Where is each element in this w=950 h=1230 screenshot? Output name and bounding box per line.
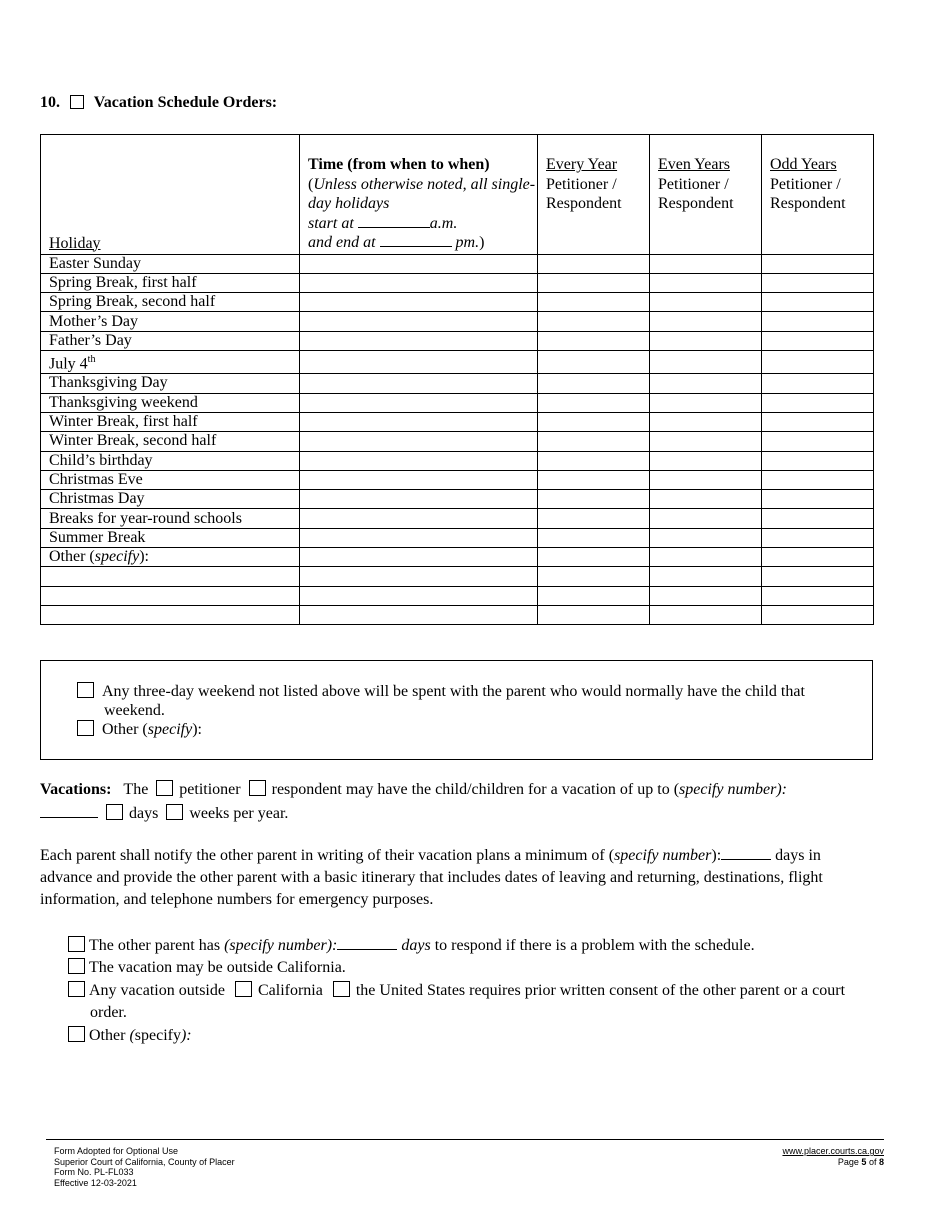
section-number: 10. <box>40 94 60 111</box>
holiday-cell: Father’s Day <box>41 331 300 350</box>
table-row <box>41 331 874 350</box>
notify-days-blank[interactable] <box>721 845 771 860</box>
three-day-checkbox[interactable] <box>77 682 94 698</box>
holiday-cell: Spring Break, second half <box>41 293 300 312</box>
notify-line-2: advance and provide the other parent with a basic itinerary that includes dates of leaving and returning, destinations, flight <box>40 869 823 886</box>
holiday-cell: Thanksgiving Day <box>41 374 300 393</box>
every-year-cell[interactable] <box>538 470 650 489</box>
section-title: Vacation Schedule Orders: <box>93 94 278 111</box>
even-years-cell[interactable] <box>650 567 762 586</box>
every-year-cell[interactable] <box>538 350 650 373</box>
table-row <box>41 412 874 431</box>
time-cell[interactable] <box>300 393 538 412</box>
table-header-row <box>41 135 874 255</box>
time-cell[interactable] <box>300 293 538 312</box>
time-cell[interactable] <box>300 412 538 431</box>
footer-page-info <box>782 1146 884 1167</box>
odd-years-cell[interactable] <box>762 470 874 489</box>
odd-years-cell[interactable] <box>762 547 874 566</box>
vacation-respondent-checkbox[interactable] <box>249 780 266 796</box>
outside-ca-option: The vacation may be outside California. <box>68 958 346 977</box>
respond-checkbox[interactable] <box>68 936 85 952</box>
table-row <box>41 528 874 547</box>
table-row <box>41 293 874 312</box>
every-year-cell[interactable] <box>538 312 650 331</box>
even-years-cell[interactable] <box>650 331 762 350</box>
time-cell[interactable] <box>300 312 538 331</box>
end-time-blank[interactable] <box>380 234 452 247</box>
time-cell[interactable] <box>300 567 538 586</box>
table-row <box>41 254 874 273</box>
every-year-cell[interactable] <box>538 509 650 528</box>
any-vacation-option: Any vacation outside California the United States requires prior written consent of the other parent or a court <box>68 981 845 1000</box>
every-year-cell[interactable] <box>538 273 650 292</box>
odd-years-cell[interactable] <box>762 331 874 350</box>
every-year-cell[interactable] <box>538 432 650 451</box>
table-row <box>41 547 874 566</box>
page-number: Page 5 of 8 <box>837 1156 884 1167</box>
holiday-cell: Summer Break <box>41 528 300 547</box>
even-years-cell[interactable] <box>650 374 762 393</box>
table-row <box>41 605 874 624</box>
every-year-cell[interactable] <box>538 331 650 350</box>
footer-form-info: Form Adopted for Optional Use Superior Court of California, County of Placer Form No. PL-FL033 Effective 12-03-2021 <box>54 1146 235 1188</box>
any-vacation-cont: order. <box>90 1004 127 1021</box>
time-cell[interactable] <box>300 490 538 509</box>
box-other-checkbox[interactable] <box>77 720 94 736</box>
time-cell[interactable] <box>300 350 538 373</box>
every-year-cell[interactable] <box>538 451 650 470</box>
time-cell[interactable] <box>300 374 538 393</box>
holiday-cell: Easter Sunday <box>41 254 300 273</box>
weeks-checkbox[interactable] <box>166 804 183 820</box>
odd-years-cell[interactable] <box>762 586 874 605</box>
table-row <box>41 374 874 393</box>
california-checkbox[interactable] <box>235 981 252 997</box>
table-row <box>41 273 874 292</box>
box-other-option: Other (specify): <box>77 720 202 739</box>
time-cell[interactable] <box>300 432 538 451</box>
options-other: Other (specify): <box>68 1026 192 1045</box>
table-row <box>41 451 874 470</box>
start-time-blank[interactable] <box>358 215 430 228</box>
footer-website-link[interactable]: www.placer.courts.ca.gov <box>782 1146 884 1156</box>
vacation-length-line: days weeks per year. <box>40 803 288 823</box>
table-row <box>41 432 874 451</box>
every-year-cell[interactable] <box>538 293 650 312</box>
odd-years-cell[interactable] <box>762 490 874 509</box>
vacation-petitioner-checkbox[interactable] <box>156 780 173 796</box>
odd-years-cell[interactable] <box>762 254 874 273</box>
vacation-length-blank[interactable] <box>40 803 98 818</box>
respond-days-blank[interactable] <box>337 935 397 950</box>
notify-line-3: information, and telephone numbers for emergency purposes. <box>40 891 434 908</box>
odd-years-cell[interactable] <box>762 412 874 431</box>
odd-years-cell[interactable] <box>762 393 874 412</box>
notify-line-1: Each parent shall notify the other parent in writing of their vacation plans a minimum of (specify number): days in <box>40 847 821 864</box>
holiday-cell: Christmas Day <box>41 490 300 509</box>
every-year-cell[interactable] <box>538 374 650 393</box>
odd-years-cell[interactable] <box>762 567 874 586</box>
holiday-cell: Spring Break, first half <box>41 273 300 292</box>
section-heading <box>40 94 277 112</box>
outside-ca-checkbox[interactable] <box>68 958 85 974</box>
holiday-cell: Winter Break, second half <box>41 432 300 451</box>
three-day-option <box>77 682 805 701</box>
header-odd-years: Odd Years Petitioner / Respondent <box>762 135 874 255</box>
odd-years-cell[interactable] <box>762 451 874 470</box>
vacations-line: Vacations: The petitioner respondent may have the child/children for a vacation of up to (specify number): <box>40 781 787 798</box>
holiday-cell: Child’s birthday <box>41 451 300 470</box>
even-years-cell[interactable] <box>650 432 762 451</box>
holiday-cell: Breaks for year-round schools <box>41 509 300 528</box>
header-every-year: Every Year Petitioner / Respondent <box>538 135 650 255</box>
odd-years-cell[interactable] <box>762 605 874 624</box>
time-cell[interactable] <box>300 528 538 547</box>
every-year-cell[interactable] <box>538 412 650 431</box>
table-row <box>41 490 874 509</box>
table-row <box>41 393 874 412</box>
even-years-cell[interactable] <box>650 451 762 470</box>
even-years-cell[interactable] <box>650 273 762 292</box>
days-checkbox[interactable] <box>106 804 123 820</box>
holiday-cell: Winter Break, first half <box>41 412 300 431</box>
respond-option: The other parent has (specify number): days to respond if there is a problem with the schedule. <box>68 935 755 955</box>
holiday-cell <box>41 586 300 605</box>
time-cell[interactable] <box>300 470 538 489</box>
even-years-cell[interactable] <box>650 547 762 566</box>
odd-years-cell[interactable] <box>762 293 874 312</box>
odd-years-cell[interactable] <box>762 350 874 373</box>
holiday-cell: Christmas Eve <box>41 470 300 489</box>
odd-years-cell[interactable] <box>762 528 874 547</box>
odd-years-cell[interactable] <box>762 273 874 292</box>
table-row <box>41 586 874 605</box>
holiday-cell <box>41 567 300 586</box>
every-year-cell[interactable] <box>538 254 650 273</box>
header-holiday: Holiday <box>41 135 300 255</box>
time-cell[interactable] <box>300 273 538 292</box>
even-years-cell[interactable] <box>650 393 762 412</box>
holiday-table <box>40 134 874 625</box>
holiday-cell <box>41 605 300 624</box>
table-row <box>41 350 874 373</box>
even-years-cell[interactable] <box>650 412 762 431</box>
every-year-cell[interactable] <box>538 586 650 605</box>
time-cell[interactable] <box>300 451 538 470</box>
us-checkbox[interactable] <box>333 981 350 997</box>
even-years-cell[interactable] <box>650 605 762 624</box>
holiday-cell: Thanksgiving weekend <box>41 393 300 412</box>
every-year-cell[interactable] <box>538 393 650 412</box>
time-cell[interactable] <box>300 331 538 350</box>
even-years-cell[interactable] <box>650 254 762 273</box>
even-years-cell[interactable] <box>650 509 762 528</box>
every-year-cell[interactable] <box>538 490 650 509</box>
every-year-cell[interactable] <box>538 567 650 586</box>
every-year-cell[interactable] <box>538 528 650 547</box>
table-row <box>41 470 874 489</box>
three-day-text: Any three-day weekend not listed above will be spent with the parent who would normally have the child that <box>102 683 805 700</box>
time-cell[interactable] <box>300 509 538 528</box>
any-vacation-checkbox[interactable] <box>68 981 85 997</box>
time-cell[interactable] <box>300 605 538 624</box>
time-cell[interactable] <box>300 254 538 273</box>
even-years-cell[interactable] <box>650 490 762 509</box>
even-years-cell[interactable] <box>650 586 762 605</box>
even-years-cell[interactable] <box>650 312 762 331</box>
vacation-schedule-checkbox[interactable] <box>70 95 84 109</box>
even-years-cell[interactable] <box>650 350 762 373</box>
holiday-cell: Mother’s Day <box>41 312 300 331</box>
options-other-checkbox[interactable] <box>68 1026 85 1042</box>
even-years-cell[interactable] <box>650 293 762 312</box>
odd-years-cell[interactable] <box>762 312 874 331</box>
table-row <box>41 312 874 331</box>
weekend-options-box <box>40 660 873 760</box>
odd-years-cell[interactable] <box>762 432 874 451</box>
header-even-years: Even Years Petitioner / Respondent <box>650 135 762 255</box>
table-row <box>41 567 874 586</box>
time-cell[interactable] <box>300 547 538 566</box>
three-day-text-cont: weekend. <box>104 702 165 719</box>
odd-years-cell[interactable] <box>762 374 874 393</box>
header-time: Time (from when to when) (Unless otherwise noted, all single-day holidays start at a.m. and end at pm.) <box>300 135 538 255</box>
even-years-cell[interactable] <box>650 470 762 489</box>
every-year-cell[interactable] <box>538 605 650 624</box>
every-year-cell[interactable] <box>538 547 650 566</box>
time-cell[interactable] <box>300 586 538 605</box>
odd-years-cell[interactable] <box>762 509 874 528</box>
holiday-cell: July 4th <box>41 350 300 373</box>
even-years-cell[interactable] <box>650 528 762 547</box>
holiday-cell: Other (specify): <box>41 547 300 566</box>
table-row <box>41 509 874 528</box>
page-footer <box>46 1139 884 1188</box>
